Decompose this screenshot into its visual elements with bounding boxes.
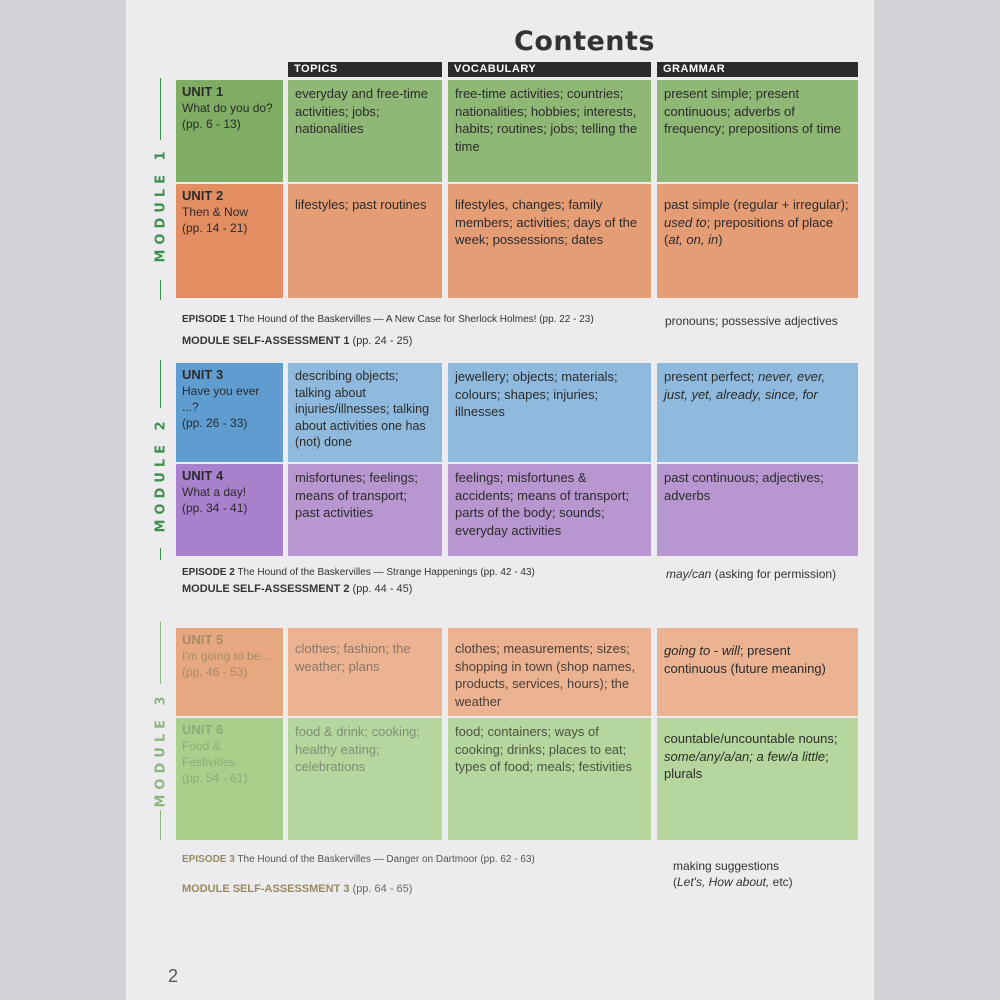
unit-2-pages: (pp. 14 - 21) xyxy=(182,221,248,235)
module-3-line-top xyxy=(160,622,161,684)
unit-1-pages: (pp. 6 - 13) xyxy=(182,117,241,131)
episode-2: EPISODE 2 The Hound of the Baskervilles — Strange Happenings (pp. 42 - 43) xyxy=(182,567,535,578)
module-1-line-bottom xyxy=(160,280,161,300)
unit-4-pages: (pp. 34 - 41) xyxy=(182,501,248,515)
unit-4-grammar: past continuous; adjectives; adverbs xyxy=(657,464,858,556)
self-assessment-1: MODULE SELF-ASSESSMENT 1 (pp. 24 - 25) xyxy=(182,335,413,347)
unit-5-pages: (pp. 46 - 53) xyxy=(182,665,248,679)
column-header-topics: TOPICS xyxy=(288,62,442,77)
module-2-label: MODULE 2 xyxy=(153,416,169,533)
unit-6-pages: (pp. 54 - 61) xyxy=(182,771,248,785)
unit-1-grammar: present simple; present continuous; adverbs of frequency; prepositions of time xyxy=(657,80,858,182)
episode-1-grammar: pronouns; possessive adjectives xyxy=(665,314,838,328)
unit-3-pages: (pp. 26 - 33) xyxy=(182,416,248,430)
unit-6-name: UNIT 6 xyxy=(182,722,224,737)
unit-2-vocabulary: lifestyles, changes; family members; activities; days of the week; possessions; dates xyxy=(448,184,651,298)
unit-2-topics: lifestyles; past routines xyxy=(288,184,442,298)
unit-4-topics: misfortunes; feelings; means of transport; past activities xyxy=(288,464,442,556)
unit-3-name: UNIT 3 xyxy=(182,367,224,382)
unit-3-title: Have you ever ...? xyxy=(182,384,260,414)
unit-4-title: What a day! xyxy=(182,485,247,499)
unit-4-vocabulary: feelings; misfortunes & accidents; means of transport; parts of the body; sounds; everyday activities xyxy=(448,464,651,556)
self-assessment-3: MODULE SELF-ASSESSMENT 3 (pp. 64 - 65) xyxy=(182,883,413,895)
unit-6-topics: food & drink; cooking; healthy eating; celebrations xyxy=(288,718,442,840)
unit-6-cell xyxy=(176,718,283,840)
module-1-label: MODULE 1 xyxy=(153,146,169,263)
unit-6-title: Food & Festivities xyxy=(182,739,236,769)
unit-1-title: What do you do? xyxy=(182,101,273,115)
unit-1-cell xyxy=(176,80,283,182)
episode-2-grammar: may/can (asking for permission) xyxy=(666,567,837,581)
unit-3-cell xyxy=(176,363,283,462)
unit-6-grammar: countable/uncountable nouns; some/any/a/an; a few/a little; plurals xyxy=(657,718,858,840)
unit-3-vocabulary: jewellery; objects; materials; colours; shapes; injuries; illnesses xyxy=(448,363,651,462)
episode-3: EPISODE 3 The Hound of the Baskervilles — Danger on Dartmoor (pp. 62 - 63) xyxy=(182,854,535,865)
module-2-line-bottom xyxy=(160,548,161,560)
module-2-line-top xyxy=(160,360,161,408)
unit-6-vocabulary: food; containers; ways of cooking; drinks; places to eat; types of food; meals; festivities xyxy=(448,718,651,840)
unit-4-cell xyxy=(176,464,283,556)
page-title: Contents xyxy=(514,26,656,57)
unit-1-vocabulary: free-time activities; countries; nationalities; hobbies; interests, habits; routines; jobs; telling the time xyxy=(448,80,651,182)
unit-1-topics: everyday and free-time activities; jobs; nationalities xyxy=(288,80,442,182)
unit-2-title: Then & Now xyxy=(182,205,249,219)
module-1-line-top xyxy=(160,78,161,140)
episode-3-grammar: making suggestions (Let's, How about, etc) xyxy=(673,859,793,889)
unit-5-name: UNIT 5 xyxy=(182,632,224,647)
unit-5-title: I'm going to be... xyxy=(182,649,271,663)
unit-5-topics: clothes; fashion; the weather; plans xyxy=(288,628,442,716)
page-number: 2 xyxy=(168,966,179,986)
unit-5-grammar: going to - will; present continuous (future meaning) xyxy=(657,628,858,716)
unit-5-cell xyxy=(176,628,283,716)
unit-5-vocabulary: clothes; measurements; sizes; shopping in town (shop names, products, services, hours); the weather xyxy=(448,628,651,716)
unit-2-grammar: past simple (regular + irregular); used to; prepositions of place (at, on, in) xyxy=(657,184,858,298)
column-header-vocabulary: VOCABULARY xyxy=(448,62,651,77)
unit-2-name: UNIT 2 xyxy=(182,188,224,203)
unit-4-name: UNIT 4 xyxy=(182,468,224,483)
unit-3-topics: describing objects; talking about injuries/illnesses; talking about activities one has (not) done xyxy=(288,363,442,462)
module-3-line-bottom xyxy=(160,810,161,840)
module-3-label: MODULE 3 xyxy=(153,691,169,808)
unit-1-name: UNIT 1 xyxy=(182,84,224,99)
self-assessment-2: MODULE SELF-ASSESSMENT 2 (pp. 44 - 45) xyxy=(182,583,413,595)
column-header-grammar: GRAMMAR xyxy=(657,62,858,77)
unit-3-grammar: present perfect; never, ever, just, yet, already, since, for xyxy=(657,363,858,462)
unit-2-cell xyxy=(176,184,283,298)
episode-1: EPISODE 1 The Hound of the Baskervilles — A New Case for Sherlock Holmes! (pp. 22 - 23) xyxy=(182,314,594,325)
